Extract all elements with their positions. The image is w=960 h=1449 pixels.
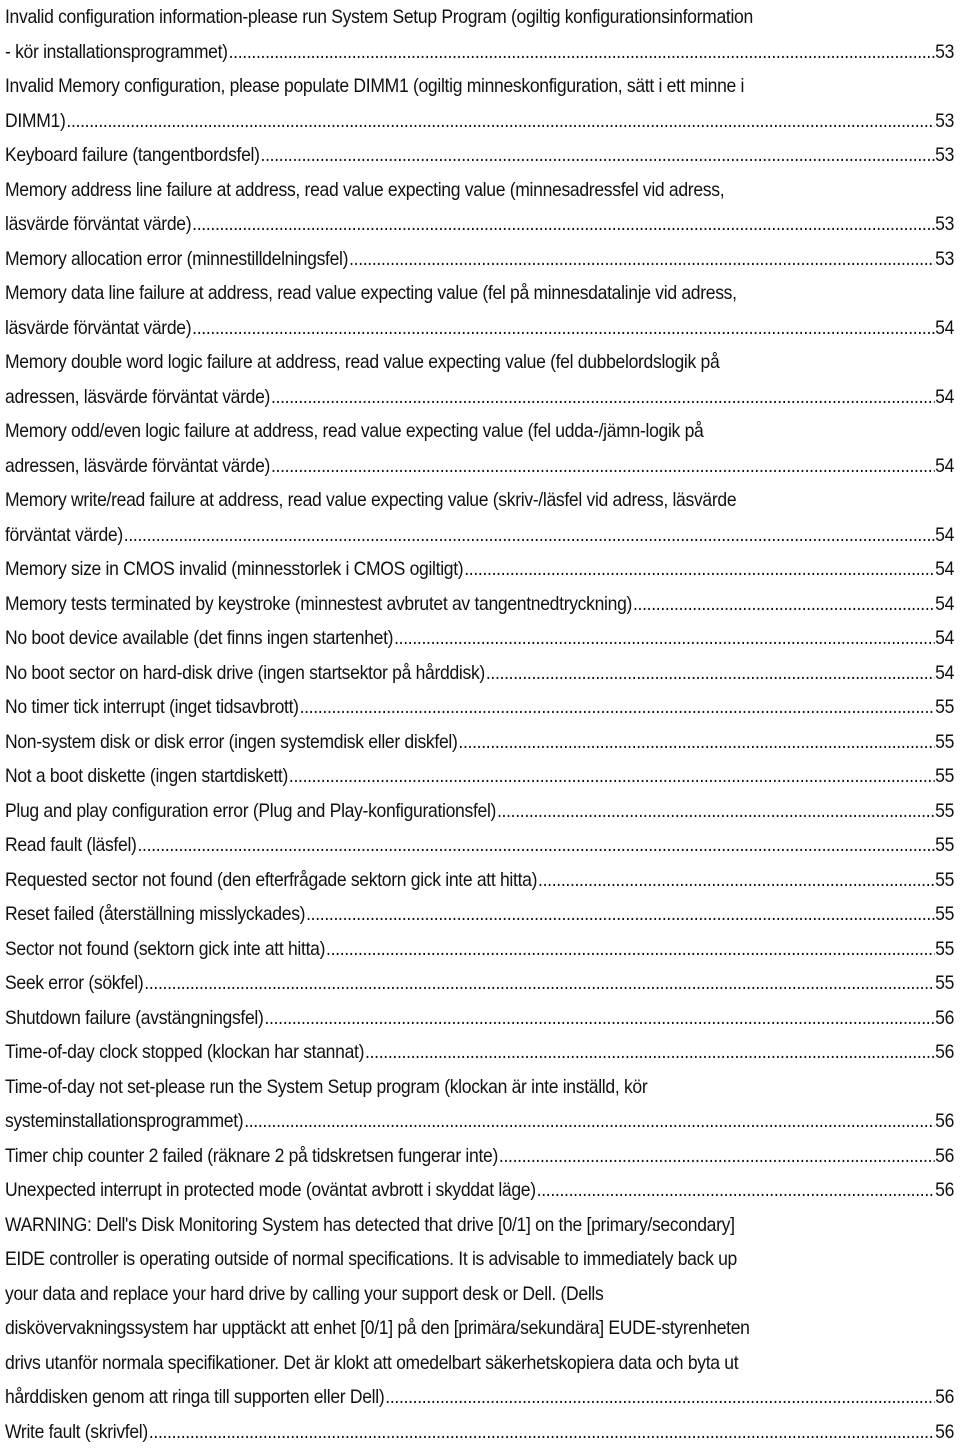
toc-entry[interactable] bbox=[5, 552, 955, 587]
toc-entry-line bbox=[5, 587, 954, 622]
toc-page-number: 56 bbox=[935, 1035, 954, 1070]
toc-entry[interactable] bbox=[5, 1208, 955, 1415]
toc-entry-text: Memory address line failure at address, read value expecting value (minnesadressfel vid adress, bbox=[5, 173, 724, 208]
toc-page-number: 55 bbox=[935, 794, 954, 829]
dot-leader bbox=[538, 863, 934, 898]
toc-entry-line bbox=[5, 1346, 954, 1381]
toc-entry-text: Seek error (sökfel) bbox=[5, 966, 143, 1001]
toc-entry-line bbox=[5, 345, 954, 380]
toc-entry[interactable] bbox=[5, 414, 955, 483]
toc-page-number: 56 bbox=[935, 1415, 954, 1449]
toc-entry-line bbox=[5, 1277, 954, 1312]
toc-page-number: 53 bbox=[935, 242, 954, 277]
dot-leader bbox=[264, 1001, 934, 1036]
dot-leader bbox=[365, 1035, 934, 1070]
toc-entry[interactable] bbox=[5, 725, 955, 760]
toc-entry[interactable] bbox=[5, 897, 955, 932]
toc-entry-text: Plug and play configuration error (Plug and Play-konfigurationsfel) bbox=[5, 794, 496, 829]
toc-entry[interactable] bbox=[5, 1070, 955, 1139]
dot-leader bbox=[124, 518, 934, 553]
toc-page-number: 55 bbox=[935, 759, 954, 794]
toc-entry-text: Time-of-day clock stopped (klockan har stannat) bbox=[5, 1035, 364, 1070]
toc-entry-text: Memory odd/even logic failure at address, read value expecting value (fel udda-/jämn-logik på bbox=[5, 414, 703, 449]
toc-entry[interactable] bbox=[5, 69, 955, 138]
dot-leader bbox=[192, 207, 934, 242]
toc-entry-line bbox=[5, 1415, 954, 1449]
toc-entry-text: läsvärde förväntat värde) bbox=[5, 311, 191, 346]
toc-entry[interactable] bbox=[5, 1139, 955, 1174]
toc-entry-line bbox=[5, 207, 954, 242]
toc-entry-line bbox=[5, 518, 954, 553]
toc-entry[interactable] bbox=[5, 242, 955, 277]
toc-entry-line bbox=[5, 1311, 954, 1346]
toc-entry-line bbox=[5, 69, 954, 104]
toc-entry-text: systeminstallationsprogrammet) bbox=[5, 1104, 243, 1139]
toc-entry[interactable] bbox=[5, 932, 955, 967]
toc-entry-text: Time-of-day not set-please run the System Setup program (klockan är inte inställd, kör bbox=[5, 1070, 647, 1105]
toc-entry-line bbox=[5, 1070, 954, 1105]
dot-leader bbox=[499, 1139, 934, 1174]
toc-page-number: 53 bbox=[935, 104, 954, 139]
toc-page-number: 55 bbox=[935, 828, 954, 863]
toc-page-number: 54 bbox=[935, 552, 954, 587]
dot-leader bbox=[137, 828, 934, 863]
toc-entry-text: diskövervakningssystem har upptäckt att enhet [0/1] på den [primära/sekundära] EUDE-styrenheten bbox=[5, 1311, 750, 1346]
toc-entry[interactable] bbox=[5, 621, 955, 656]
dot-leader bbox=[633, 587, 934, 622]
toc-entry-text: No boot device available (det finns ingen startenhet) bbox=[5, 621, 393, 656]
toc-entry-text: Memory data line failure at address, read value expecting value (fel på minnesdatalinje vid adress, bbox=[5, 276, 737, 311]
toc-entry-text: adressen, läsvärde förväntat värde) bbox=[5, 380, 270, 415]
dot-leader bbox=[306, 897, 934, 932]
dot-leader bbox=[464, 552, 934, 587]
toc-entry-line bbox=[5, 1173, 954, 1208]
toc-entry[interactable] bbox=[5, 276, 955, 345]
toc-entry-line bbox=[5, 311, 954, 346]
toc-entry-line bbox=[5, 1104, 954, 1139]
dot-leader bbox=[144, 966, 934, 1001]
toc-page-number: 55 bbox=[935, 966, 954, 1001]
toc-entry-line bbox=[5, 966, 954, 1001]
toc-entry[interactable] bbox=[5, 656, 955, 691]
toc-entry-line bbox=[5, 656, 954, 691]
toc-entry-text: Unexpected interrupt in protected mode (oväntat avbrott i skyddat läge) bbox=[5, 1173, 536, 1208]
toc-page-number: 54 bbox=[935, 380, 954, 415]
toc-entry-text: läsvärde förväntat värde) bbox=[5, 207, 191, 242]
dot-leader bbox=[349, 242, 934, 277]
toc-entry-text: Memory allocation error (minnestilldelningsfel) bbox=[5, 242, 348, 277]
toc-entry-text: Reset failed (återställning misslyckades) bbox=[5, 897, 305, 932]
toc-entry-line bbox=[5, 552, 954, 587]
toc-page-number: 54 bbox=[935, 449, 954, 484]
toc-page-number: 56 bbox=[935, 1001, 954, 1036]
toc-entry-line bbox=[5, 242, 954, 277]
toc-entry-line bbox=[5, 483, 954, 518]
toc-entry-text: your data and replace your hard drive by calling your support desk or Dell. (Dells bbox=[5, 1277, 603, 1312]
toc-entry-line bbox=[5, 173, 954, 208]
toc-entry-line bbox=[5, 414, 954, 449]
toc-page-number: 55 bbox=[935, 863, 954, 898]
dot-leader bbox=[326, 932, 934, 967]
toc-entry-line bbox=[5, 1139, 954, 1174]
toc-entry-text: Non-system disk or disk error (ingen systemdisk eller diskfel) bbox=[5, 725, 458, 760]
toc-entry-line bbox=[5, 35, 954, 70]
toc-page-number: 53 bbox=[935, 138, 954, 173]
toc-page-number: 54 bbox=[935, 621, 954, 656]
toc-entry-text: Memory size in CMOS invalid (minnesstorlek i CMOS ogiltigt) bbox=[5, 552, 463, 587]
toc-entry[interactable] bbox=[5, 966, 955, 1001]
toc-page-number: 56 bbox=[935, 1380, 954, 1415]
toc-entry-text: Requested sector not found (den efterfrågade sektorn gick inte att hitta) bbox=[5, 863, 537, 898]
toc-entry-text: Timer chip counter 2 failed (räknare 2 på tidskretsen fungerar inte) bbox=[5, 1139, 498, 1174]
toc-entry-text: Shutdown failure (avstängningsfel) bbox=[5, 1001, 264, 1036]
toc-entry-line bbox=[5, 380, 954, 415]
toc-page-number: 56 bbox=[935, 1139, 954, 1174]
toc-page-number: 55 bbox=[935, 725, 954, 760]
dot-leader bbox=[486, 656, 934, 691]
toc-page-number: 56 bbox=[935, 1173, 954, 1208]
toc-entry-line bbox=[5, 1208, 954, 1243]
toc-entry-line bbox=[5, 759, 954, 794]
toc-page-number: 56 bbox=[935, 1104, 954, 1139]
toc-entry-line bbox=[5, 863, 954, 898]
toc-entry[interactable] bbox=[5, 828, 955, 863]
dot-leader bbox=[271, 380, 934, 415]
toc-entry-text: Memory write/read failure at address, read value expecting value (skriv-/läsfel vid adress, läsvärde bbox=[5, 483, 736, 518]
toc-entry-line bbox=[5, 794, 954, 829]
toc-entry-line bbox=[5, 276, 954, 311]
toc-entry-line bbox=[5, 0, 954, 35]
toc-entry-text: förväntat värde) bbox=[5, 518, 123, 553]
dot-leader bbox=[192, 311, 934, 346]
toc-entry[interactable] bbox=[5, 690, 955, 725]
toc-entry-text: Invalid configuration information-please run System Setup Program (ogiltig konfigurationsinformation bbox=[5, 0, 753, 35]
toc-entry-text: adressen, läsvärde förväntat värde) bbox=[5, 449, 270, 484]
toc-entry-line bbox=[5, 138, 954, 173]
dot-leader bbox=[66, 104, 934, 139]
toc-page-number: 55 bbox=[935, 932, 954, 967]
dot-leader bbox=[149, 1415, 934, 1449]
toc-entry-line bbox=[5, 828, 954, 863]
dot-leader bbox=[261, 138, 935, 173]
toc-entry-text: hårddisken genom att ringa till supporten eller Dell) bbox=[5, 1380, 384, 1415]
toc-entry-text: - kör installationsprogrammet) bbox=[5, 35, 228, 70]
toc-page-number: 54 bbox=[935, 518, 954, 553]
dot-leader bbox=[229, 35, 935, 70]
dot-leader bbox=[271, 449, 934, 484]
toc-entry-line bbox=[5, 621, 954, 656]
dot-leader bbox=[385, 1380, 934, 1415]
toc-entry-line bbox=[5, 1001, 954, 1036]
toc-entry-line bbox=[5, 1035, 954, 1070]
toc-entry-text: No boot sector on hard-disk drive (ingen startsektor på hårddisk) bbox=[5, 656, 485, 691]
toc-entry[interactable] bbox=[5, 173, 955, 242]
toc-entry-text: Sector not found (sektorn gick inte att hitta) bbox=[5, 932, 325, 967]
toc-page-number: 55 bbox=[935, 897, 954, 932]
toc-entry[interactable] bbox=[5, 1173, 955, 1208]
toc-entry-text: drivs utanför normala specifikationer. Det är klokt att omedelbart säkerhetskopiera data och byta ut bbox=[5, 1346, 738, 1381]
toc-page-number: 54 bbox=[935, 656, 954, 691]
toc-entry-text: DIMM1) bbox=[5, 104, 66, 139]
toc-entry-text: EIDE controller is operating outside of normal specifications. It is advisable to immediately back up bbox=[5, 1242, 737, 1277]
toc-entry-line bbox=[5, 932, 954, 967]
toc-entry-text: Invalid Memory configuration, please populate DIMM1 (ogiltig minneskonfiguration, sätt i ett minne i bbox=[5, 69, 744, 104]
toc-entry-line bbox=[5, 449, 954, 484]
toc-page-number: 54 bbox=[935, 311, 954, 346]
toc-entry[interactable] bbox=[5, 759, 955, 794]
toc-entry-line bbox=[5, 725, 954, 760]
toc-page-number: 55 bbox=[935, 690, 954, 725]
toc-entry[interactable] bbox=[5, 1415, 955, 1449]
toc-entry-line bbox=[5, 1242, 954, 1277]
toc-entry-text: Memory tests terminated by keystroke (minnestest avbrutet av tangentnedtryckning) bbox=[5, 587, 632, 622]
dot-leader bbox=[537, 1173, 935, 1208]
toc-entry-text: WARNING: Dell's Disk Monitoring System has detected that drive [0/1] on the [primary/secondary] bbox=[5, 1208, 735, 1243]
toc-entry[interactable] bbox=[5, 345, 955, 414]
toc-entry-text: Read fault (läsfel) bbox=[5, 828, 137, 863]
dot-leader bbox=[458, 725, 934, 760]
toc-entry-line bbox=[5, 690, 954, 725]
dot-leader bbox=[394, 621, 934, 656]
dot-leader bbox=[300, 690, 935, 725]
toc-entry-line bbox=[5, 1380, 954, 1415]
toc-entry[interactable] bbox=[5, 1035, 955, 1070]
toc-entry-text: Keyboard failure (tangentbordsfel) bbox=[5, 138, 260, 173]
toc-entry[interactable] bbox=[5, 587, 955, 622]
toc-entry-line bbox=[5, 104, 954, 139]
toc-entry-text: Memory double word logic failure at address, read value expecting value (fel dubbelordslogik på bbox=[5, 345, 719, 380]
toc-entry-text: No timer tick interrupt (inget tidsavbrott) bbox=[5, 690, 299, 725]
toc-entry[interactable] bbox=[5, 138, 955, 173]
toc-entry[interactable] bbox=[5, 863, 955, 898]
toc-entry-text: Not a boot diskette (ingen startdiskett) bbox=[5, 759, 288, 794]
toc-entry-line bbox=[5, 897, 954, 932]
toc-entry[interactable] bbox=[5, 483, 955, 552]
toc-entry[interactable] bbox=[5, 0, 955, 69]
toc-entry-text: Write fault (skrivfel) bbox=[5, 1415, 148, 1449]
toc-page-number: 53 bbox=[935, 35, 954, 70]
dot-leader bbox=[289, 759, 934, 794]
toc-page-number: 53 bbox=[935, 207, 954, 242]
dot-leader bbox=[244, 1104, 934, 1139]
dot-leader bbox=[497, 794, 934, 829]
toc-entry[interactable] bbox=[5, 1001, 955, 1036]
toc-page-number: 54 bbox=[935, 587, 954, 622]
toc-entry[interactable] bbox=[5, 794, 955, 829]
